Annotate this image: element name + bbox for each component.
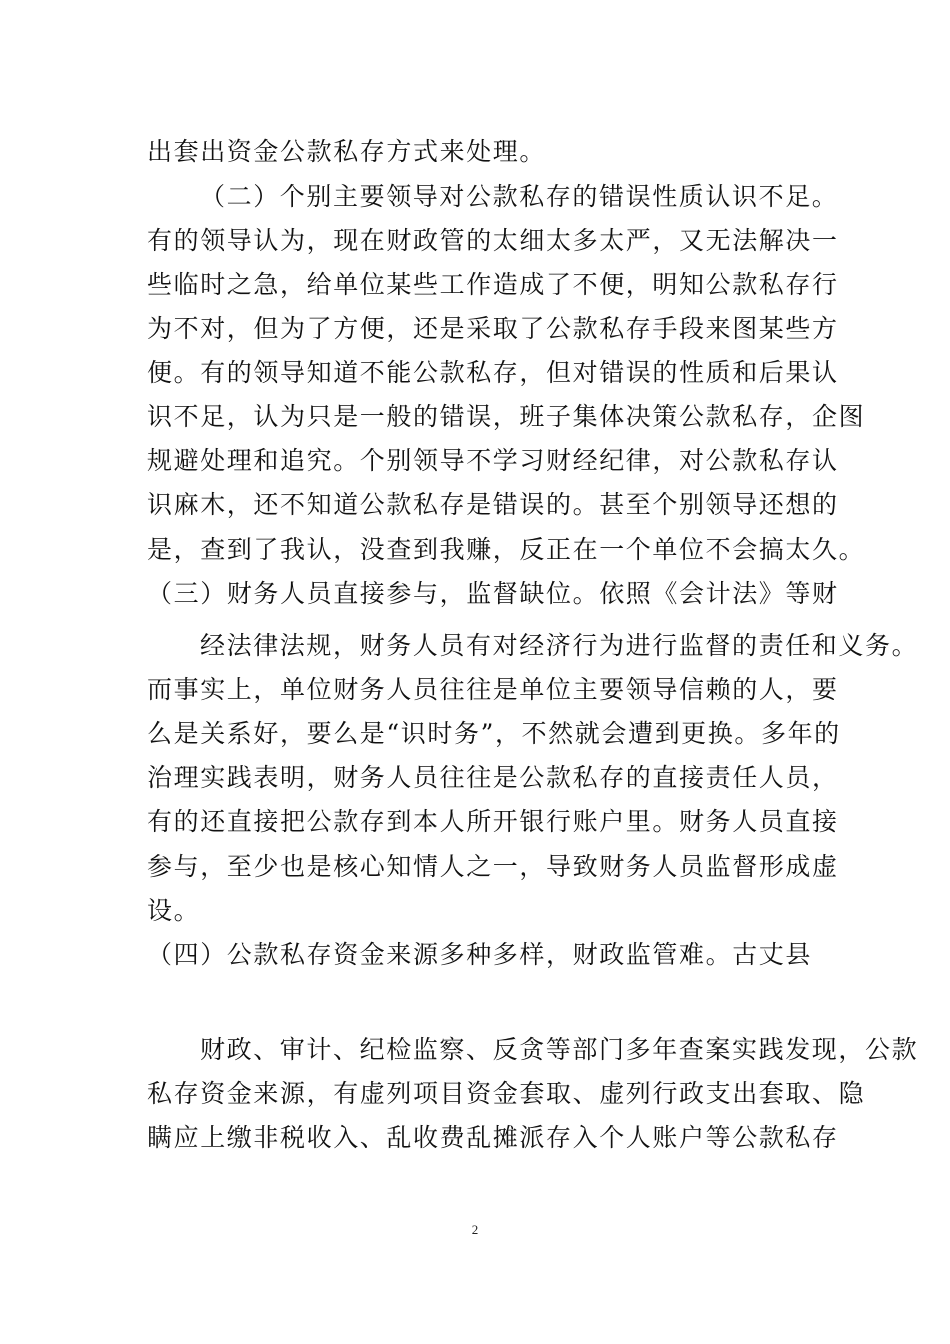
text-line: 识麻木，还不知道公款私存是错误的。甚至个别领导还想的 bbox=[147, 490, 839, 519]
text-line: 有的领导认为，现在财政管的太细太多太严，又无法解决一 bbox=[147, 226, 839, 255]
text-line: （三）财务人员直接参与，监督缺位。依照《会计法》等财 bbox=[147, 579, 839, 608]
text-line: 设。 bbox=[147, 896, 201, 925]
text-line: 瞒应上缴非税收入、乱收费乱摊派存入个人账户等公款私存 bbox=[147, 1123, 839, 1152]
text-line: 有的还直接把公款存到本人所开银行账户里。财务人员直接 bbox=[147, 807, 839, 836]
section-heading-4: 财政、审计、纪检监察、反贪等部门多年查案实践发现，公款 bbox=[200, 1035, 919, 1064]
page-number: 2 bbox=[471, 1222, 479, 1237]
text-line: 为不对，但为了方便，还是采取了公款私存手段来图某些方 bbox=[147, 314, 839, 343]
text-line: 而事实上，单位财务人员往往是单位主要领导信赖的人，要 bbox=[147, 675, 839, 704]
section-heading-3: 经法律法规，财务人员有对经济行为进行监督的责任和义务。 bbox=[200, 631, 919, 660]
text-line: 规避处理和追究。个别领导不学习财经纪律，对公款私存认 bbox=[147, 446, 839, 475]
text-line: 识不足，认为只是一般的错误，班子集体决策公款私存，企图 bbox=[147, 402, 866, 431]
text-line: 出套出资金公款私存方式来处理。 bbox=[147, 137, 547, 166]
text-line: 么是关系好，要么是“识时务”，不然就会遭到更换。多年的 bbox=[147, 719, 841, 748]
text-line: 便。有的领导知道不能公款私存，但对错误的性质和后果认 bbox=[147, 358, 839, 387]
text-line: 参与，至少也是核心知情人之一，导致财务人员监督形成虚 bbox=[147, 852, 839, 881]
text-line: （四）公款私存资金来源多种多样，财政监管难。古丈县 bbox=[147, 940, 813, 969]
text-line: 治理实践表明，财务人员往往是公款私存的直接责任人员， bbox=[147, 763, 839, 792]
text-line: 是，查到了我认，没查到我赚，反正在一个单位不会搞太久。 bbox=[147, 535, 866, 564]
section-heading-2: （二）个别主要领导对公款私存的错误性质认识不足。 bbox=[200, 182, 839, 211]
text-line: 私存资金来源，有虚列项目资金套取、虚列行政支出套取、隐 bbox=[147, 1079, 866, 1108]
text-line: 些临时之急，给单位某些工作造成了不便，明知公款私存行 bbox=[147, 270, 839, 299]
